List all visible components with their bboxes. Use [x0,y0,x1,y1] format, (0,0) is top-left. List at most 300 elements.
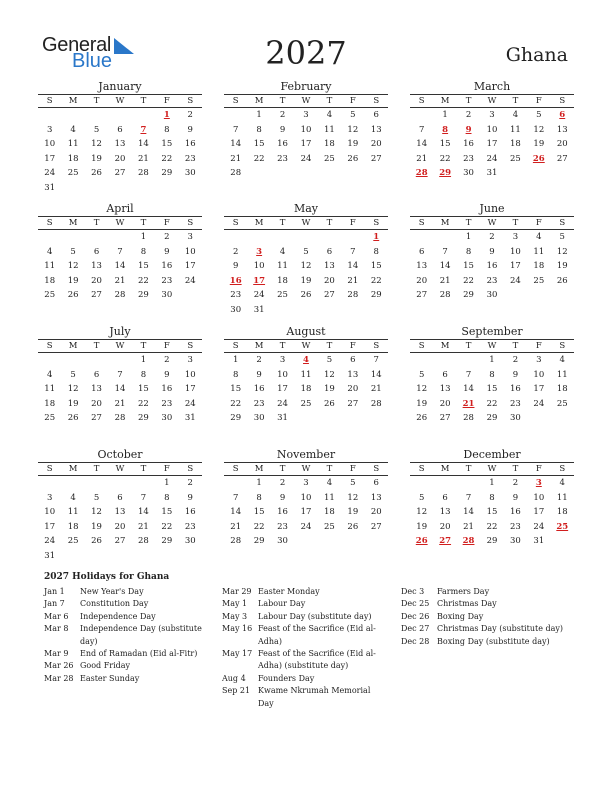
holiday-date: Dec 25 [401,599,430,609]
day-cell: 12 [533,124,545,135]
day-cell: 4 [70,124,76,135]
holiday-name: Christmas Day (substitute day) [437,624,563,634]
day-cell: 11 [300,369,312,380]
day-cell: 6 [117,124,123,135]
week-row [224,230,388,245]
empty-day-cell [410,230,433,245]
day-cell: 30 [509,413,521,424]
empty-day-cell [318,230,341,245]
day-cell: 22 [161,521,173,532]
empty-day-cell [504,288,527,303]
day-cell: 15 [486,384,498,395]
month-name: June [479,202,505,215]
day-cell: 8 [256,124,262,135]
week-row [38,259,202,274]
week-row [224,382,388,397]
day-cell: 1 [140,355,147,365]
empty-day-cell [551,411,574,426]
empty-day-cell [85,476,108,491]
day-cell: 1 [489,478,495,488]
week-row [224,108,388,123]
weekday-label: F [535,96,542,106]
day-cell: 7 [465,369,472,380]
day-cell: 22 [486,398,498,409]
day-cell: 15 [253,139,265,150]
day-cell: 4 [326,110,333,120]
day-cell: 12 [556,246,568,257]
day-cell: 18 [323,507,335,518]
holiday-list-column-3 [401,586,571,648]
weekday-label: T [465,341,472,351]
holiday-date: Aug 4 [222,673,246,683]
day-cell: 30 [486,290,498,301]
day-cell: 20 [114,153,126,164]
empty-day-cell [224,476,247,491]
day-cell: 15 [463,261,474,272]
day-cell: 10 [44,507,56,518]
week-row [38,549,202,564]
holiday-entry [401,598,571,610]
month-name: May [293,202,319,215]
day-cell: 14 [347,261,359,272]
day-cell: 4 [279,246,286,257]
day-cell: 13 [439,507,451,518]
day-cell: 30 [253,413,265,424]
day-cell: 27 [370,153,382,164]
day-cell: 2 [187,110,193,120]
day-cell: 23 [230,290,242,301]
holiday-name: Boxing Day [437,611,484,621]
weekday-label: W [301,341,311,351]
week-row [410,491,574,506]
week-row [224,491,388,506]
day-cell: 25 [67,536,79,547]
holiday-date: May 3 [222,611,248,621]
empty-day-cell [365,166,388,181]
empty-day-cell [457,353,480,368]
day-cell: 14 [439,261,451,272]
holiday-name: Independence Day (substitute day) [80,624,202,646]
day-cell: 5 [559,232,565,242]
week-row [38,274,202,289]
empty-day-cell [410,353,433,368]
day-cell: 31 [44,182,56,193]
day-cell: 10 [300,124,312,135]
day-cell: 3 [47,492,53,503]
day-cell: 4 [326,478,333,488]
holiday-date: Mar 28 [44,673,74,683]
empty-day-cell [85,549,108,564]
day-cell: 11 [323,124,335,135]
day-cell: 4 [70,492,76,503]
day-cell: 5 [326,355,333,365]
month-june [410,202,574,303]
day-cell: 12 [323,369,335,380]
holiday-entry [222,685,384,710]
day-cell: 18 [323,139,335,150]
empty-day-cell [108,549,131,564]
day-cell: 23 [184,521,196,532]
day-cell: 26 [416,413,428,424]
weekday-label: M [254,96,264,106]
weekday-label: T [512,96,519,106]
holiday-entry [222,611,384,623]
day-cell: 6 [326,246,333,257]
day-cell: 19 [91,521,102,532]
empty-day-cell [224,108,247,123]
month-name: August [286,325,326,338]
month-name: April [106,202,134,215]
weekday-label: S [418,341,425,351]
day-cell: 7 [350,246,356,257]
day-cell: 6 [93,246,100,257]
logo-word-general: General [42,34,112,56]
day-cell: 17 [44,521,56,532]
holiday-date: Mar 9 [44,649,69,659]
day-cell: 27 [370,521,382,532]
day-cell: 11 [323,492,335,503]
empty-day-cell [155,549,178,564]
week-row [224,274,388,289]
day-cell: 9 [279,492,286,503]
day-cell: 3 [187,355,193,365]
day-cell: 7 [419,124,425,135]
day-cell: 28 [137,536,149,547]
weekday-label: T [512,218,519,228]
month-august [224,325,388,426]
holiday-name: End of Ramadan (Eid al-Fitr) [80,649,198,659]
holiday-date: Sep 21 [222,686,251,696]
month-name: February [280,80,332,93]
week-row [224,245,388,260]
holiday-entry [44,623,204,648]
empty-day-cell [527,411,550,426]
month-november [224,448,388,549]
day-cell: 19 [67,398,79,409]
day-cell: 16 [463,139,474,150]
day-cell: 17 [277,384,288,395]
weekday-label: T [93,96,100,106]
day-cell: 19 [323,384,335,395]
day-cell: 25 [44,413,56,424]
week-row [224,288,388,303]
day-cell: 31 [184,413,196,424]
empty-day-cell [433,476,456,491]
day-cell: 15 [486,507,498,518]
day-cell: 23 [509,521,521,532]
day-cell: 20 [439,398,451,409]
day-cell: 26 [323,398,335,409]
holiday-entry [44,598,204,610]
day-cell: 5 [419,492,425,503]
day-cell: 24 [44,168,56,179]
day-cell: 4 [536,232,542,242]
week-row [410,108,574,123]
weekday-label: T [279,96,286,106]
weekday-label: S [418,96,425,106]
empty-day-cell [108,476,131,491]
day-cell: 22 [370,275,382,286]
empty-day-cell [527,166,550,181]
day-cell: 14 [370,369,382,380]
day-cell: 18 [300,384,312,395]
weekday-label: M [254,464,264,474]
empty-day-cell [85,181,108,196]
day-cell: 19 [416,521,428,532]
day-cell: 26 [91,536,102,547]
week-row [410,245,574,260]
day-cell: 14 [137,507,149,518]
day-cell: 28 [114,413,126,424]
day-cell: 29 [486,536,498,547]
day-cell: 6 [373,110,379,120]
day-cell: 26 [347,521,359,532]
empty-day-cell [271,230,294,245]
week-row [410,259,574,274]
week-row [38,397,202,412]
day-cell: 15 [161,507,173,518]
day-cell: 7 [465,492,472,503]
day-cell: 8 [256,492,262,503]
day-cell: 9 [489,246,495,257]
day-cell: 22 [137,398,149,409]
week-row [38,476,202,491]
holiday-date: Dec 3 [401,587,425,596]
weekday-label: M [440,218,450,228]
day-cell: 14 [230,139,242,150]
holiday-entry [401,611,571,623]
holiday-day-cell: 3 [256,246,263,257]
day-cell: 20 [347,384,359,395]
empty-day-cell [247,166,270,181]
day-cell: 26 [91,168,102,179]
weekday-label: F [349,341,356,351]
weekday-label: F [163,464,170,474]
empty-day-cell [61,181,84,196]
day-cell: 5 [419,369,425,380]
day-cell: 16 [277,139,288,150]
day-cell: 19 [347,139,359,150]
day-cell: 15 [161,139,173,150]
empty-day-cell [294,166,317,181]
holiday-day-cell: 26 [532,153,545,164]
day-cell: 2 [489,232,495,242]
empty-day-cell [38,230,61,245]
holiday-day-cell: 8 [442,124,449,135]
day-cell: 15 [137,261,149,272]
day-cell: 13 [370,124,382,135]
day-cell: 3 [303,478,309,488]
day-cell: 14 [463,507,474,518]
month-september [410,325,574,426]
day-cell: 12 [91,139,102,150]
empty-day-cell [294,230,317,245]
week-row [224,520,388,535]
day-cell: 9 [187,492,193,503]
day-cell: 19 [347,507,359,518]
holiday-entry [222,673,384,685]
weekday-label: T [326,464,333,474]
day-cell: 24 [300,521,312,532]
holiday-date: May 17 [222,649,253,659]
day-cell: 8 [164,124,170,135]
week-row [38,108,202,123]
empty-day-cell [61,476,84,491]
empty-day-cell [108,108,131,123]
weekday-label: M [68,341,78,351]
holiday-name: Founders Day [258,673,315,683]
week-row [38,382,202,397]
day-cell: 13 [114,507,126,518]
week-row [224,368,388,383]
day-cell: 29 [253,536,265,547]
week-row [38,123,202,138]
day-cell: 20 [91,275,102,286]
day-cell: 23 [161,275,173,286]
day-cell: 5 [93,124,100,135]
day-cell: 14 [114,261,126,272]
weekday-label: T [93,464,100,474]
weekday-label: T [465,96,472,106]
day-cell: 30 [230,304,242,315]
day-cell: 10 [486,124,498,135]
day-cell: 14 [230,507,242,518]
week-row [410,137,574,152]
week-row [224,411,388,426]
empty-day-cell [61,353,84,368]
weekday-label: S [232,218,239,228]
day-cell: 1 [256,478,262,488]
holiday-day-cell: 1 [373,232,380,242]
day-cell: 23 [463,153,474,164]
weekday-label: T [326,341,333,351]
holiday-date: May 16 [222,624,253,634]
weekday-label: T [279,464,286,474]
holiday-name: Feast of the Sacrifice (Eid al-Adha) [258,624,376,646]
weekday-header [410,216,574,230]
empty-day-cell [341,303,364,318]
day-cell: 3 [47,124,53,135]
holiday-date: Mar 26 [44,661,74,671]
holiday-entry [401,586,571,598]
weekday-label: T [326,96,333,106]
empty-day-cell [365,534,388,549]
day-cell: 21 [114,398,126,409]
holiday-entry [222,586,384,598]
day-cell: 6 [93,369,100,380]
holiday-day-cell: 16 [229,275,242,286]
day-cell: 2 [164,355,170,365]
day-cell: 23 [184,153,196,164]
day-cell: 19 [91,153,102,164]
weekday-label: M [440,464,450,474]
weekday-label: W [487,341,497,351]
day-cell: 31 [486,168,498,179]
day-cell: 23 [509,398,521,409]
day-cell: 8 [233,369,239,380]
day-cell: 29 [230,413,242,424]
day-cell: 8 [140,246,147,257]
day-cell: 8 [373,246,379,257]
empty-day-cell [341,166,364,181]
day-cell: 3 [303,110,309,120]
day-cell: 26 [556,275,568,286]
day-cell: 6 [373,478,379,488]
day-cell: 11 [509,124,521,135]
holiday-date: Mar 29 [222,587,252,596]
empty-day-cell [38,108,61,123]
weekday-label: S [232,96,239,106]
week-row [224,534,388,549]
holiday-entry [44,673,204,685]
empty-day-cell [108,353,131,368]
day-cell: 2 [512,478,519,488]
week-row [38,534,202,549]
week-row [410,411,574,426]
day-cell: 27 [439,413,451,424]
day-cell: 21 [439,275,451,286]
day-cell: 20 [114,521,126,532]
weekday-label: F [349,218,356,228]
holiday-day-cell: 26 [415,536,428,547]
weekday-label: T [93,218,100,228]
day-cell: 12 [67,261,79,272]
day-cell: 29 [161,536,173,547]
month-name: September [461,325,523,338]
day-cell: 23 [253,398,265,409]
day-cell: 25 [323,521,335,532]
holiday-entry [222,623,384,648]
day-cell: 22 [161,153,173,164]
day-cell: 2 [279,110,286,120]
day-cell: 10 [184,246,196,257]
day-cell: 18 [67,153,79,164]
day-cell: 8 [164,492,170,503]
day-cell: 23 [161,398,173,409]
day-cell: 12 [91,507,102,518]
day-cell: 28 [347,290,359,301]
day-cell: 18 [44,398,56,409]
country-name: Ghana [505,44,568,66]
empty-day-cell [294,303,317,318]
day-cell: 3 [536,355,542,365]
day-cell: 19 [556,261,568,272]
week-row [38,181,202,196]
day-cell: 25 [277,290,288,301]
day-cell: 13 [91,261,102,272]
day-cell: 2 [164,232,170,242]
week-row [410,397,574,412]
day-cell: 11 [277,261,288,272]
day-cell: 10 [533,369,545,380]
weekday-header [38,339,202,353]
day-cell: 16 [509,507,521,518]
holiday-list-column-2 [222,586,384,710]
week-row [224,259,388,274]
holiday-day-cell: 17 [253,275,266,286]
empty-day-cell [318,303,341,318]
day-cell: 24 [300,153,312,164]
day-cell: 17 [486,139,498,150]
week-row [38,520,202,535]
day-cell: 29 [463,290,474,301]
empty-day-cell [271,303,294,318]
day-cell: 13 [347,369,359,380]
weekday-label: T [140,218,147,228]
day-cell: 2 [233,246,239,257]
empty-day-cell [179,288,202,303]
month-october [38,448,202,564]
